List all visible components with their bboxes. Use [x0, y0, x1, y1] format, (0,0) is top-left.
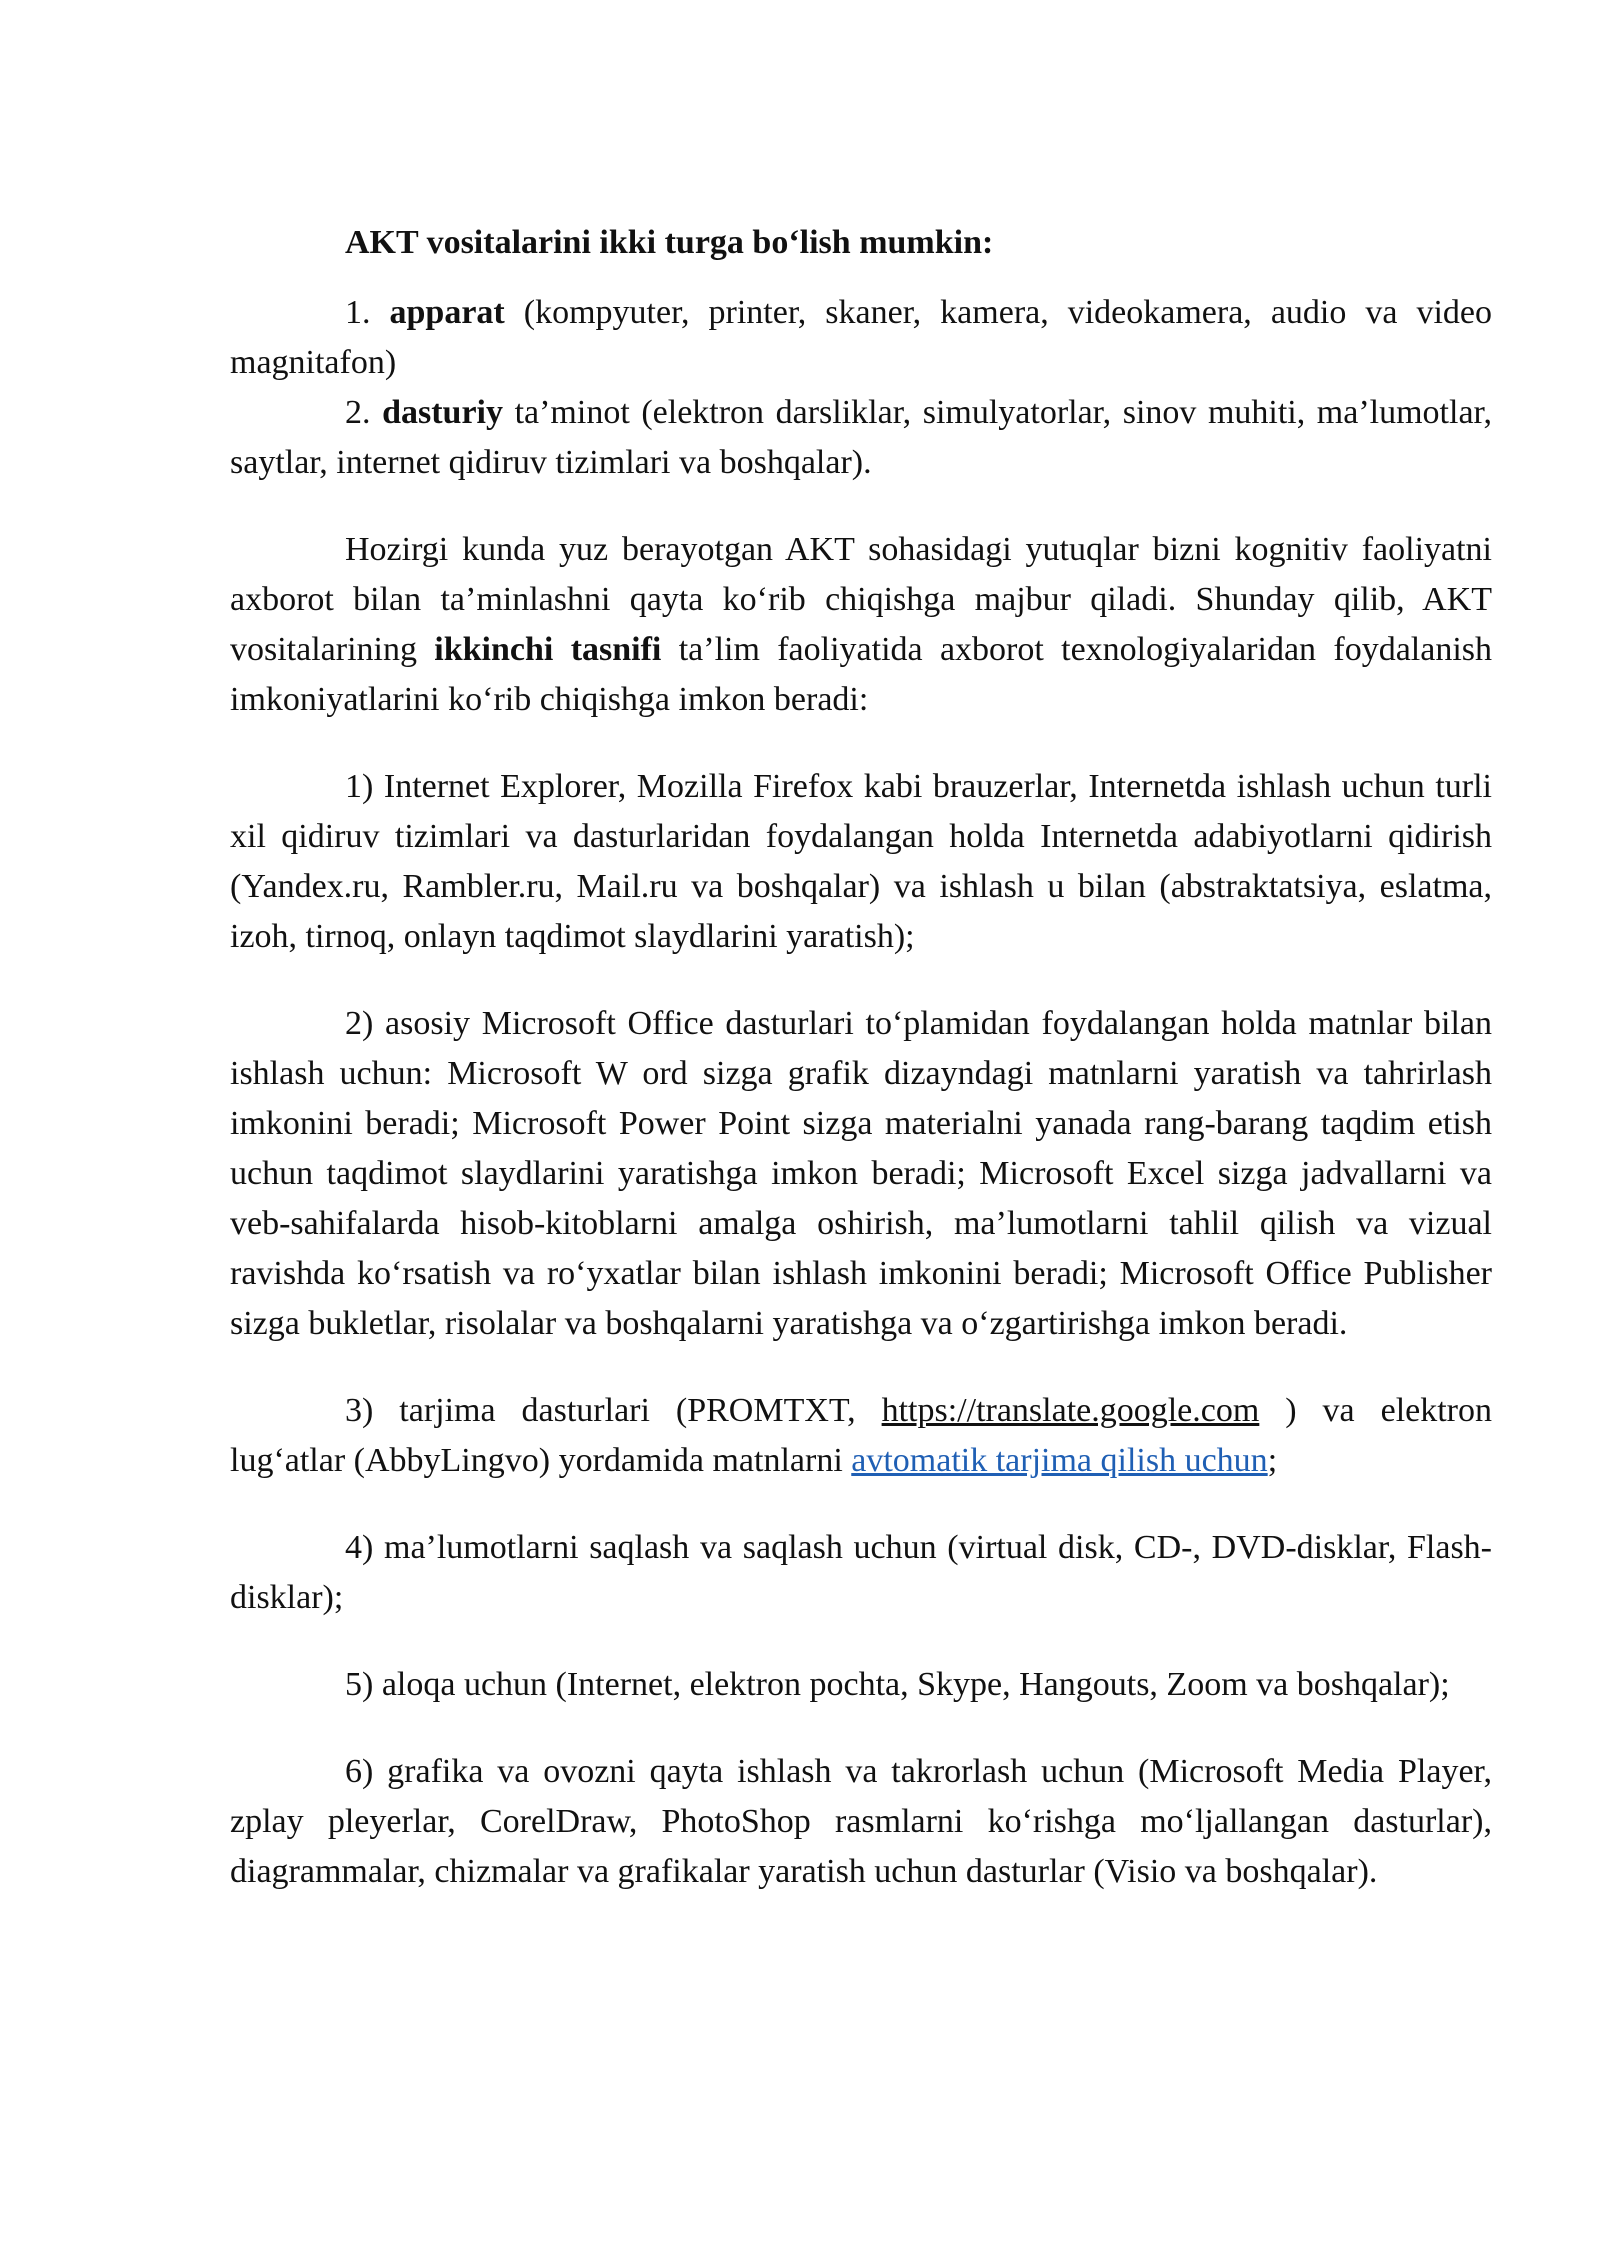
item-3-text: 3) tarjima dasturlari (PROMTXT,	[345, 1392, 882, 1429]
intro-paragraph	[230, 525, 1492, 725]
intro-text: Hozirgi kunda yuz berayotgan AKT sohasidagi yutuqlar bizni kognitiv faoliyatni axborot bilan ta’minlashni qayta ko‘rib chiqishga majbur qiladi. Shunday qilib, AKT vositalarining	[230, 531, 1492, 668]
paragraph-item-1: 1) Internet Explorer, Mozilla Firefox kabi brauzerlar, Internetda ishlash uchun turli xil qidiruv tizimlari va dasturlaridan foydalangan holda Internetda adabiyotlarni qidirish (Yandex.ru, Rambler.ru, Mail.ru va boshqalar) va ishlash u bilan (abstraktatsiya, eslatma, izoh, tirnoq, onlayn taqdimot slaydlarini yaratish);	[230, 768, 1492, 955]
item-3-text-middle: ) va elektron lug‘atlar (AbbyLingvo) yordamida matnlarni	[230, 1392, 1492, 1479]
section-heading: AKT vositalarini ikki turga bo‘lish mumkin:	[345, 224, 994, 261]
list-item-text: ta’minot (elektron darsliklar, simulyatorlar, sinov muhiti, ma’lumotlar, saytlar, internet qidiruv tizimlari va boshqalar).	[230, 394, 1493, 481]
auto-translate-link[interactable]: avtomatik tarjima qilish uchun	[851, 1442, 1268, 1479]
list-item-apparat	[230, 288, 1492, 388]
paragraph-item-3	[230, 1386, 1492, 1486]
paragraph-item-4: 4) ma’lumotlarni saqlash va saqlash uchun (virtual disk, CD-, DVD-disklar, Flash-disklar);	[230, 1529, 1492, 1616]
intro-text-end: ta’lim faoliyatida axborot texnologiyalaridan foydalanish imkoniyatlarini ko‘rib chiqishga imkon beradi:	[230, 631, 1492, 718]
term-ikkinchi-tasnifi: ikkinchi tasnifi	[434, 631, 662, 668]
paragraph-item-2: 2) asosiy Microsoft Office dasturlari to‘plamidan foydalangan holda matnlar bilan ishlash uchun: Microsoft W ord sizga grafik dizayndagi matnlarni yaratish va tahrirlash imkonini beradi; Microsoft Power Point sizga materialni yanada rang-barang taqdim etish uchun taqdimot slaydlarini yaratishga imkon beradi; Microsoft Excel sizga jadvallarni va veb-sahifalarda hisob-kitoblarni amalga oshirish, ma’lumotlarni tahlil qilish va vizual ravishda ko‘rsatish va ro‘yxatlar bilan ishlash imkonini beradi; Microsoft Office Publisher sizga bukletlar, risolalar va boshqalarni yaratishga va o‘zgartirishga imkon beradi.	[230, 1005, 1492, 1342]
translate-link[interactable]: https://translate.google.com	[881, 1392, 1260, 1429]
paragraph-item-5: 5) aloqa uchun (Internet, elektron pochta, Skype, Hangouts, Zoom va boshqalar);	[345, 1666, 1450, 1703]
list-number: 1.	[345, 294, 371, 331]
document-page	[230, 218, 1492, 1897]
term-apparat: apparat	[389, 294, 505, 331]
term-dasturiy: dasturiy	[382, 394, 503, 431]
item-3-text-end: ;	[1267, 1442, 1278, 1479]
paragraph-item-6: 6) grafika va ovozni qayta ishlash va takrorlash uchun (Microsoft Media Player, zplay pleyerlar, CorelDraw, PhotoShop rasmlarni ko‘rishga mo‘ljallangan dasturlar), diagrammalar, chizmalar va grafikalar yaratish uchun dasturlar (Visio va boshqalar).	[230, 1753, 1492, 1890]
list-number: 2.	[345, 394, 371, 431]
list-item-text: (kompyuter, printer, skaner, kamera, videokamera, audio va video magnitafon)	[230, 294, 1492, 381]
list-item-dasturiy	[230, 388, 1492, 488]
